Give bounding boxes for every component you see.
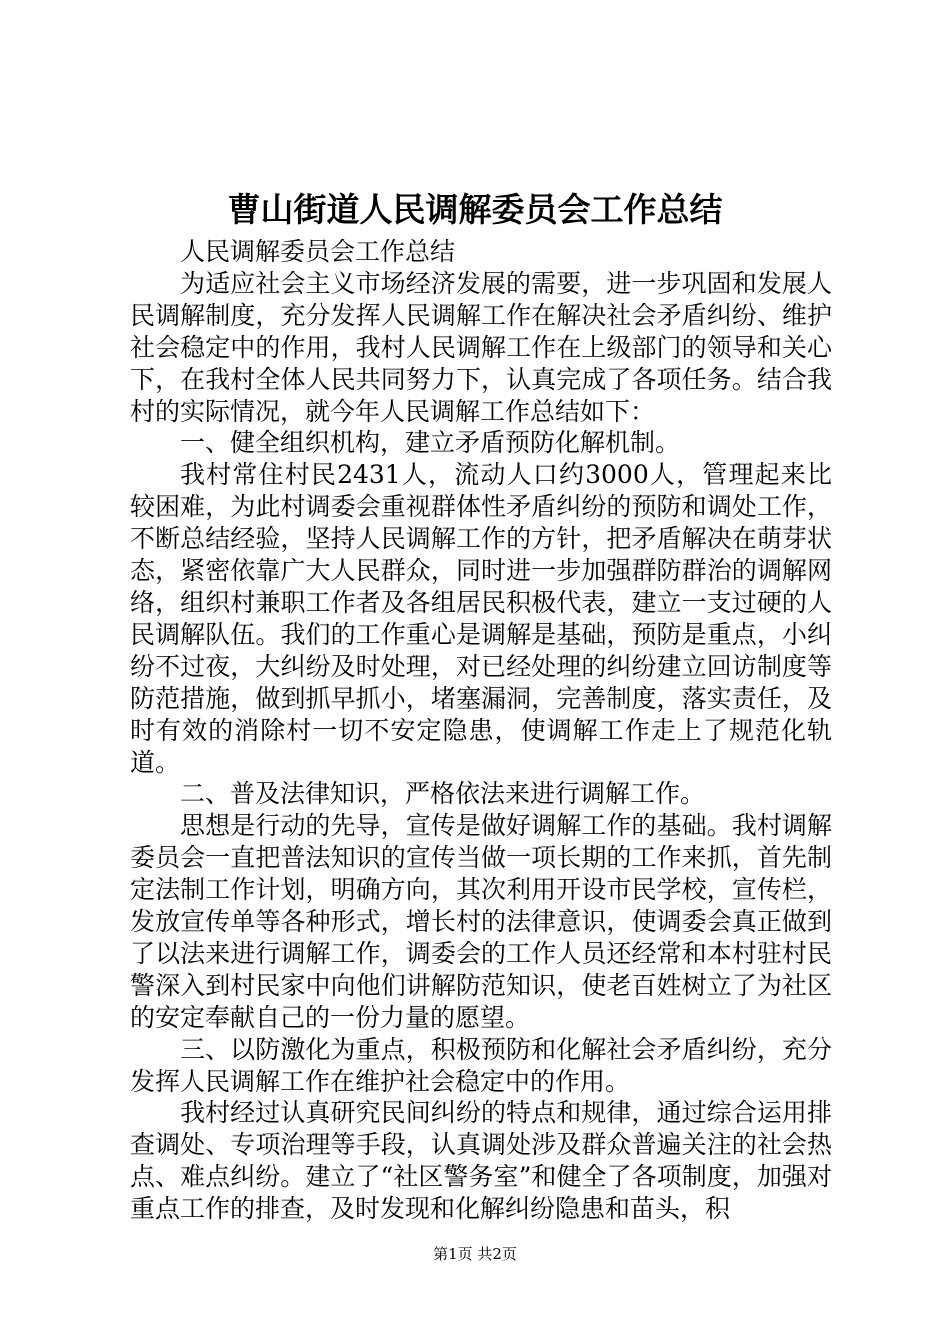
paragraph-section-3: 我村经过认真研究民间纠纷的特点和规律，通过综合运用排查调处、专项治理等手段，认真调处涉及群众普遍关注的社会热点、难点纠纷。建立了“社区警务室”和健全了各项制度，加强对重点工作的排查，及时发现和化解纠纷隐患和苗头，积 (130, 1098, 832, 1224)
paragraph-intro: 为适应社会主义市场经济发展的需要，进一步巩固和发展人民调解制度，充分发挥人民调解工作在解决社会矛盾纠纷、维护社会稳定中的作用，我村人民调解工作在上级部门的领导和关心下，在我村全体人民共同努力下，认真完成了各项任务。结合我村的实际情况，就今年人民调解工作总结如下： (130, 268, 832, 426)
section-heading-2: 二、普及法律知识，严格依法来进行调解工作。 (180, 779, 706, 809)
page-footer: 第1页 共2页 (433, 1245, 517, 1263)
section-heading-3: 三、以防激化为重点，积极预防和化解社会矛盾纠纷，充分发挥人民调解工作在维护社会稳定中的作用。 (130, 1034, 832, 1096)
paragraph-section-1: 我村常住村民2431人，流动人口约3000人，管理起来比较困难，为此村调委会重视群体性矛盾纠纷的预防和调处工作，不断总结经验，坚持人民调解工作的方针，把矛盾解决在萌芽状态，紧密依靠广大人民群众，同时进一步加强群防群治的调解网络，组织村兼职工作者及各组居民积极代表，建立一支过硬的人民调解队伍。我们的工作重心是调解是基础，预防是重点，小纠纷不过夜，大纠纷及时处理，对已经处理的纠纷建立回访制度等防范措施，做到抓早抓小，堵塞漏洞，完善制度，落实责任，及时有效的消除村一切不安定隐患，使调解工作走上了规范化轨道。 (130, 460, 832, 777)
document-title: 曹山街道人民调解委员会工作总结 (227, 190, 723, 229)
paragraph-section-2: 思想是行动的先导，宣传是做好调解工作的基础。我村调解委员会一直把普法知识的宣传当做一项长期的工作来抓，首先制定法制工作计划，明确方向，其次利用开设市民学校，宣传栏，发放宣传单等各种形式，增长村的法律意识，使调委会真正做到了以法来进行调解工作，调委会的工作人员还经常和本村驻村民警深入到村民家中向他们讲解防范知识，使老百姓树立了为社区的安定奉献自己的一份力量的愿望。 (130, 811, 832, 1032)
document-body (130, 236, 832, 1225)
section-heading-1: 一、健全组织机构，建立矛盾预防化解机制。 (180, 428, 681, 458)
paragraph-subtitle: 人民调解委员会工作总结 (180, 237, 456, 266)
